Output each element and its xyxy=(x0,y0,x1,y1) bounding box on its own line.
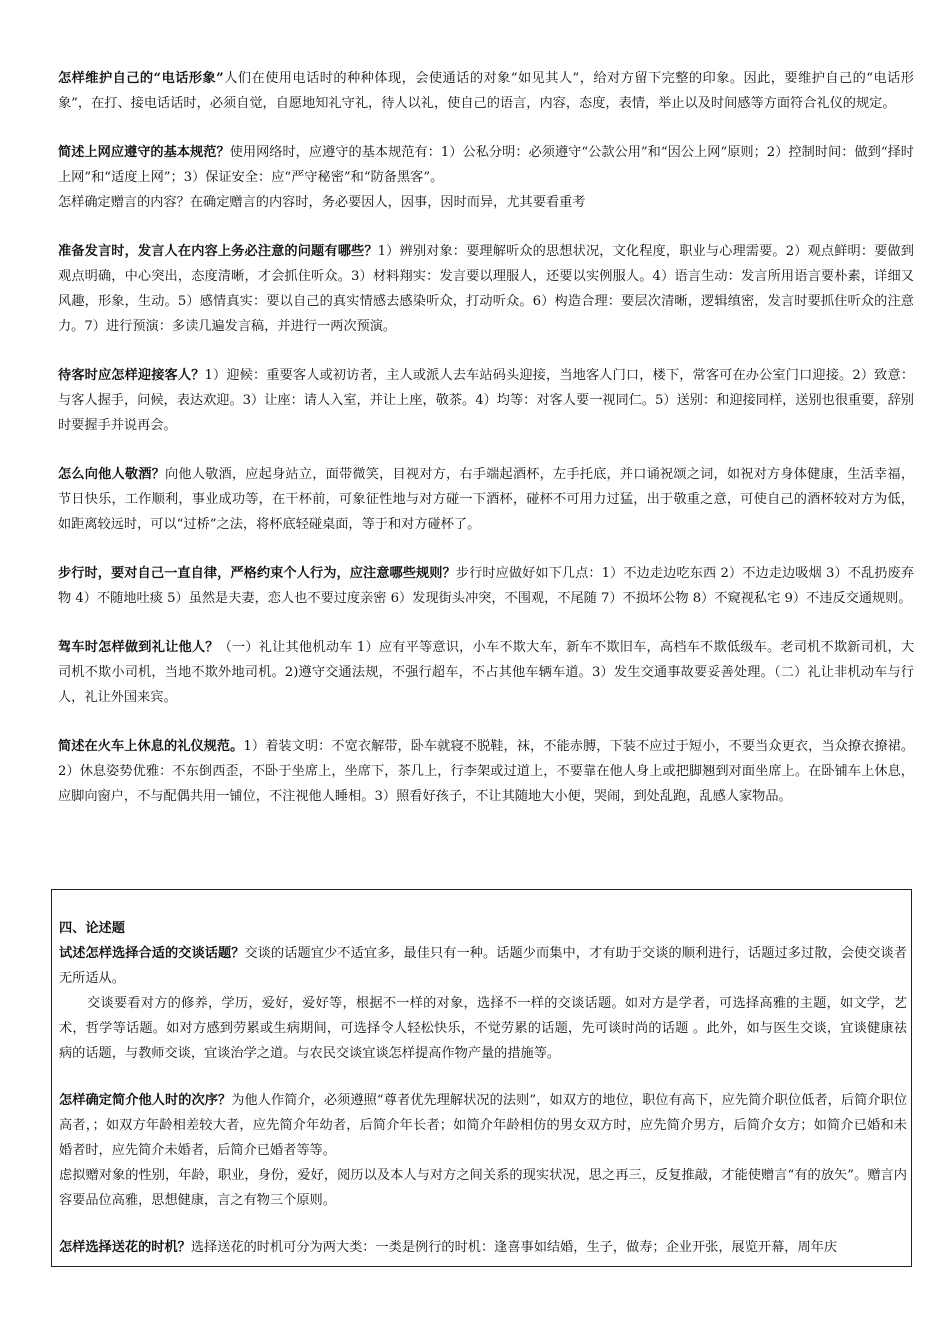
answer-text: 步行时应做好如下几点：1）不边走边吃东西 2）不边走边吸烟 3）不乱扔废弃物 4）不随地吐痰 5）虽然是夫妻，恋人也不要过度亲密 6）发现街头冲突，不围观，不尾随 7）不损坏公物 8）不窥视私宅 9）不违反交通规则。 xyxy=(58,566,914,606)
answer-extra-text: 虑拟赠对象的性别，年龄，职业，身份，爱好，阅历以及本人与对方之间关系的现实状况，思之再三，反复推敲，才能使赠言“有的放矢”。赠言内容要品位高雅，思想健康，言之有物三个原则。 xyxy=(59,1168,907,1208)
answer-text: 1）着装文明：不宽衣解带，卧车就寝不脱鞋，袜，不能赤膊，下装不应过于短小，不要当众更衣，当众撩衣撩裙。2）休息姿势优雅：不东倒西歪，不卧于坐席上，坐席下，茶几上，行李架或过道上，不要靠在他人身上或把脚翘到对面坐席上。在卧铺车上休息，应脚向窗户，不与配偶共用一铺位，不注视他人睡相。3）照看好孩子，不让其随地大小便，哭闹，到处乱跑，乱感人家物品。 xyxy=(58,739,915,804)
paragraph-speech-content xyxy=(58,239,914,339)
essay-section-box xyxy=(51,889,912,1267)
answer-text: 1）迎候：重要客人或初访者，主人或派人去车站码头迎接，当地客人门口，楼下，常客可在办公室门口迎接。2）致意：与客人握手，问候，表达欢迎。3）让座：请人入室，并让上座，敬茶。4）均等：对客人要一视同仁。5）送别：和迎接同样，送别也很重要，辞别时要握手并说再会。 xyxy=(58,368,915,433)
question-title: 怎么向他人敬酒？ xyxy=(58,467,166,482)
answer-text: 为他人作简介，必须遵照“尊者优先理解状况的法则”，如双方的地位，职位有高下，应先简介职位低者，后简介职位高者，；如双方年龄相差较大者，应先简介年幼者，后简介年长者；如简介年龄相仿的男女双方时，应先简介男方，后简介女方；如简介已婚和未婚者时，应先简介未婚者，后简介已婚者等等。 xyxy=(59,1093,908,1158)
answer-extra-text: 怎样确定赠言的内容？在确定赠言的内容时，务必要因人，因事，因时而异，尤其要看重考 xyxy=(58,195,586,210)
question-title: 待客时应怎样迎接客人？ xyxy=(58,368,205,383)
essay-introduction-order xyxy=(59,1088,907,1213)
essay-flower-timing xyxy=(59,1235,907,1260)
paragraph-greeting-guests xyxy=(58,363,914,438)
question-title: 怎样维护自己的“电话形象” xyxy=(58,71,224,86)
answer-text: 人们在使用电话时的种种体现，会使通话的对象“如见其人”，给对方留下完整的印象。因此，要维护自己的“电话形象”，在打、接电话话时，必须自觉，自愿地知礼守礼，待人以礼，使自己的语言，内容，态度，表情，举止以及时间感等方面符合礼仪的规定。 xyxy=(58,71,914,111)
paragraph-walking-rules xyxy=(58,561,914,611)
question-title: 怎样选择送花的时机？ xyxy=(59,1240,191,1255)
answer-text: 1）辨别对象：要理解听众的思想状况，文化程度，职业与心理需要。2）观点鲜明：要做到观点明确，中心突出，态度清晰，才会抓住听众。3）材料翔实：发言要以理服人，还要以实例服人。4）语言生动：发言所用语言要朴素，详细又风趣，形象，生动。5）感情真实：要以自己的真实情感去感染听众，打动听众。6）构造合理：要层次清晰，逻辑缜密，发言时要抓住听众的注意力。7）进行预演：多读几遍发言稿，并进行一两次预演。 xyxy=(58,244,914,334)
section-title: 四、论述题 xyxy=(59,921,125,936)
question-title: 简述在火车上休息的礼仪规范。 xyxy=(58,739,244,754)
paragraph-train-etiquette xyxy=(58,734,914,809)
answer-text: （一）礼让其他机动车 1）应有平等意识，小车不欺大车，新车不欺旧车，高档车不欺低级车。老司机不欺新司机，大司机不欺小司机，当地不欺外地司机。2)遵守交通法规，不强行超车，不占其他车辆车道。3）发生交通事故要妥善处理。（二）礼让非机动车与行人，礼让外国来宾。 xyxy=(58,640,915,705)
answer-text: 使用网络时，应遵守的基本规范有：1）公私分明：必须遵守“公款公用”和“因公上网”原则；2）控制时间：做到“择时上网”和“适度上网”；3）保证安全：应“严守秘密”和“防备黑客”。 xyxy=(58,145,914,185)
paragraph-driving-courtesy xyxy=(58,635,914,710)
answer-extra-text: 交谈要看对方的修养，学历，爱好，爱好等，根据不一样的对象，选择不一样的交谈话题。如对方是学者，可选择高雅的主题，如文学，艺术，哲学等话题。如对方感到劳累或生病期间，可选择令人轻松快乐，不觉劳累的话题，先可谈时尚的话题 。此外，如与医生交谈，宜谈健康祛病的话题，与教师交谈，宜谈治学之道。与农民交谈宜谈怎样提高作物产量的措施等。 xyxy=(59,996,907,1061)
answer-text: 向他人敬酒，应起身站立，面带微笑，目视对方，右手端起酒杯，左手托底，并口诵祝颂之词，如祝对方身体健康，生活幸福，节日快乐，工作顺利，事业成功等，在干杯前，可象征性地与对方碰一下酒杯，碰杯不可用力过猛，出于敬重之意，可使自己的酒杯较对方为低，如距离较远时，可以“过桥”之法，将杯底轻碰桌面，等于和对方碰杯了。 xyxy=(58,467,915,532)
question-title: 试述怎样选择合适的交谈话题？ xyxy=(59,946,245,961)
essay-conversation-topics xyxy=(59,941,907,1066)
paragraph-phone-image xyxy=(58,66,914,116)
question-title: 简述上网应遵守的基本规范？ xyxy=(58,145,230,160)
question-title: 准备发言时，发言人在内容上务必注意的问题有哪些？ xyxy=(58,244,378,259)
question-title: 驾车时怎样做到礼让他人？ xyxy=(58,640,219,655)
paragraph-internet-rules xyxy=(58,140,914,215)
answer-text: 选择送花的时机可分为两大类：一类是例行的时机：逢喜事如结婚，生子，做寿；企业开张，展览开幕，周年庆 xyxy=(190,1240,838,1255)
answer-text: 交谈的话题宜少不适宜多，最佳只有一种。话题少而集中，才有助于交谈的顺利进行，话题过多过散，会使交谈者无所适从。 xyxy=(59,946,907,986)
question-title: 怎样确定简介他人时的次序？ xyxy=(59,1093,232,1108)
paragraph-toasting xyxy=(58,462,914,537)
document-body xyxy=(58,66,914,833)
question-title: 步行时，要对自己一直自律，严格约束个人行为，应注意哪些规则？ xyxy=(58,566,456,581)
